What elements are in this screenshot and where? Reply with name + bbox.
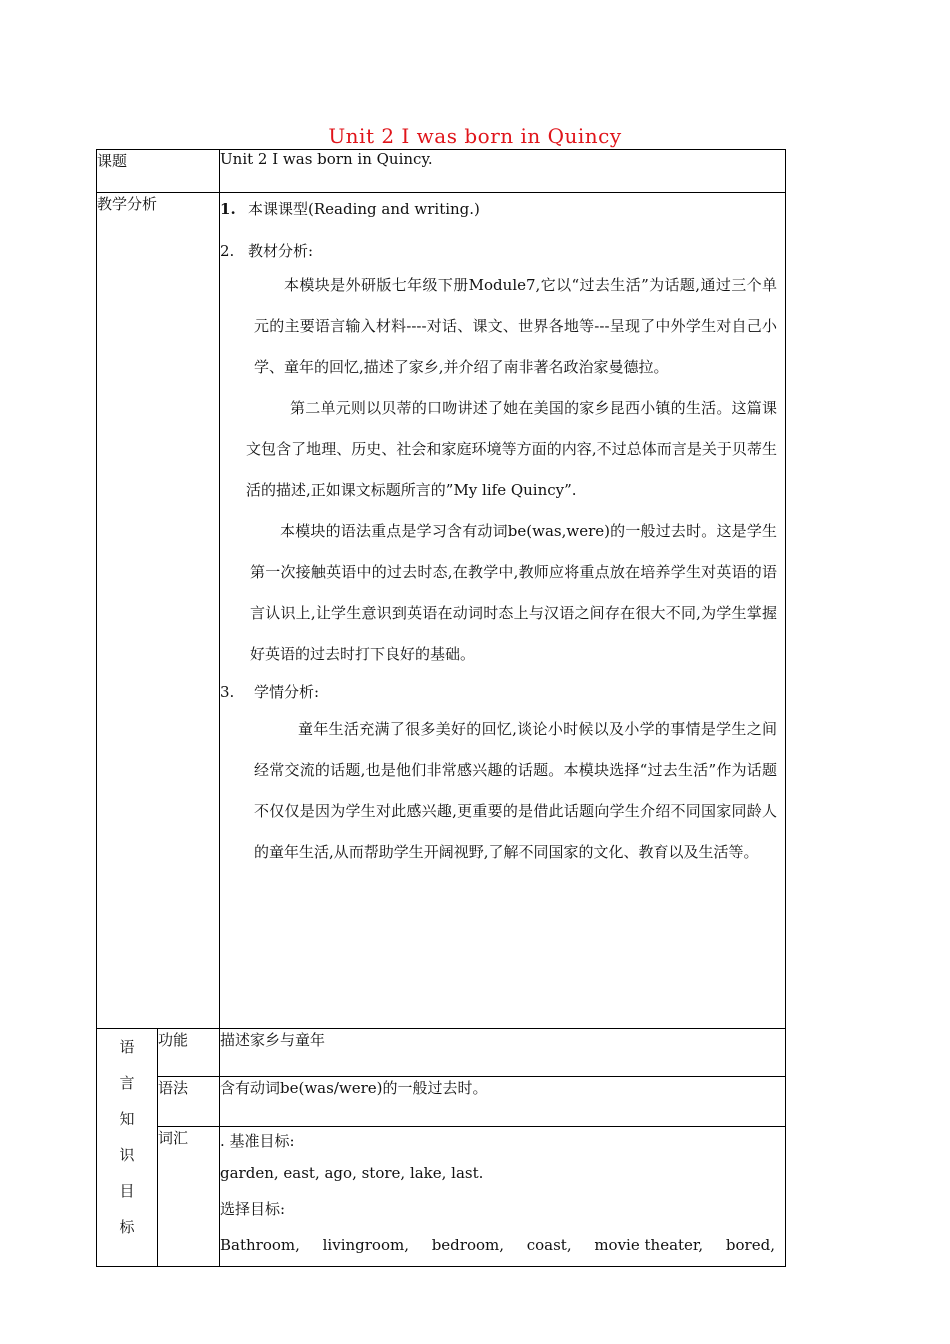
analysis-label: 教学分析 xyxy=(97,193,220,1029)
lang-label-char: 知 xyxy=(119,1110,135,1128)
material-paragraph-1: 本模块是外研版七年级下册Module7,它以“过去生活”为话题,通过三个单元的主要语言输入材料----对话、课文、世界各地等---呈现了中外学生对自己小学、童年的回忆,描述了家乡,并介绍了南非著名政治家曼德拉。 xyxy=(254,276,778,376)
item-2-text: 教材分析: xyxy=(248,242,314,260)
grammar-value: 含有动词be(was/were)的一般过去时。 xyxy=(220,1077,786,1127)
material-paragraph-3: 本模块的语法重点是学习含有动词be(was,were)的一般过去时。这是学生第一次接触英语中的过去时态,在教学中,教师应将重点放在培养学生对英语的语言认识上,让学生意识到英语在动词时态上与汉语之间存在很大不同,为学生掌握好英语的过去时打下良好的基础。 xyxy=(250,522,778,663)
vocab-word: movie theater, xyxy=(594,1236,704,1254)
page-title: Unit 2 I was born in Quincy xyxy=(328,124,622,148)
analysis-item-3 xyxy=(220,675,785,709)
vocabulary-content xyxy=(220,1127,786,1267)
lang-label-char: 语 xyxy=(119,1038,135,1056)
topic-value: Unit 2 I was born in Quincy. xyxy=(220,150,786,193)
analysis-row xyxy=(97,193,786,1029)
lang-label-char: 识 xyxy=(119,1146,135,1164)
vocab-basic-words: garden, east, ago, store, lake, last. xyxy=(220,1164,484,1182)
analysis-item-2 xyxy=(220,237,785,265)
analysis-item-1 xyxy=(220,193,785,237)
vocabulary-row xyxy=(97,1127,786,1267)
grammar-label: 语法 xyxy=(158,1077,220,1127)
item-3-number: 3. xyxy=(220,683,235,701)
vocab-basic-title: . 基准目标: xyxy=(220,1132,295,1150)
lang-label-char: 标 xyxy=(119,1218,135,1236)
item-1-number: 1. xyxy=(220,200,236,218)
function-row xyxy=(97,1029,786,1077)
item-1-text: 本课课型(Reading and writing.) xyxy=(248,200,480,218)
lang-label-char: 言 xyxy=(119,1074,135,1092)
vocab-word: coast, xyxy=(526,1236,572,1254)
vocab-word: livingroom, xyxy=(322,1236,409,1254)
vocab-word: bedroom, xyxy=(431,1236,505,1254)
vocab-word: Bathroom, xyxy=(220,1236,300,1254)
analysis-content xyxy=(220,193,786,1029)
function-label: 功能 xyxy=(158,1029,220,1077)
lesson-plan-table xyxy=(96,149,786,1267)
material-paragraph-2: 第二单元则以贝蒂的口吻讲述了她在美国的家乡昆西小镇的生活。这篇课文包含了地理、历史、社会和家庭环境等方面的内容,不过总体而言是关于贝蒂生活的描述,正如课文标题所言的”My life Quincy”. xyxy=(246,399,778,499)
vocab-choice-title: 选择目标: xyxy=(220,1200,286,1218)
grammar-row xyxy=(97,1077,786,1127)
vocabulary-label: 词汇 xyxy=(158,1127,220,1267)
student-analysis-paragraph: 童年生活充满了很多美好的回忆,谈论小时候以及小学的事情是学生之间经常交流的话题,也是他们非常感兴趣的话题。本模块选择“过去生活”作为话题不仅仅是因为学生对此感兴趣,更重要的是借此话题向学生介绍不同国家同龄人的童年生活,从而帮助学生开阔视野,了解不同国家的文化、教育以及生活等。 xyxy=(254,720,778,861)
topic-row xyxy=(97,150,786,193)
item-2-number: 2. xyxy=(220,242,235,260)
language-knowledge-goals-label xyxy=(97,1029,158,1267)
item-3-text: 学情分析: xyxy=(254,683,320,701)
function-value: 描述家乡与童年 xyxy=(220,1029,786,1077)
vocab-word: bored, xyxy=(725,1236,775,1254)
lang-label-char: 目 xyxy=(119,1182,135,1200)
vocab-choice-words xyxy=(220,1227,785,1263)
topic-label: 课题 xyxy=(97,150,220,193)
